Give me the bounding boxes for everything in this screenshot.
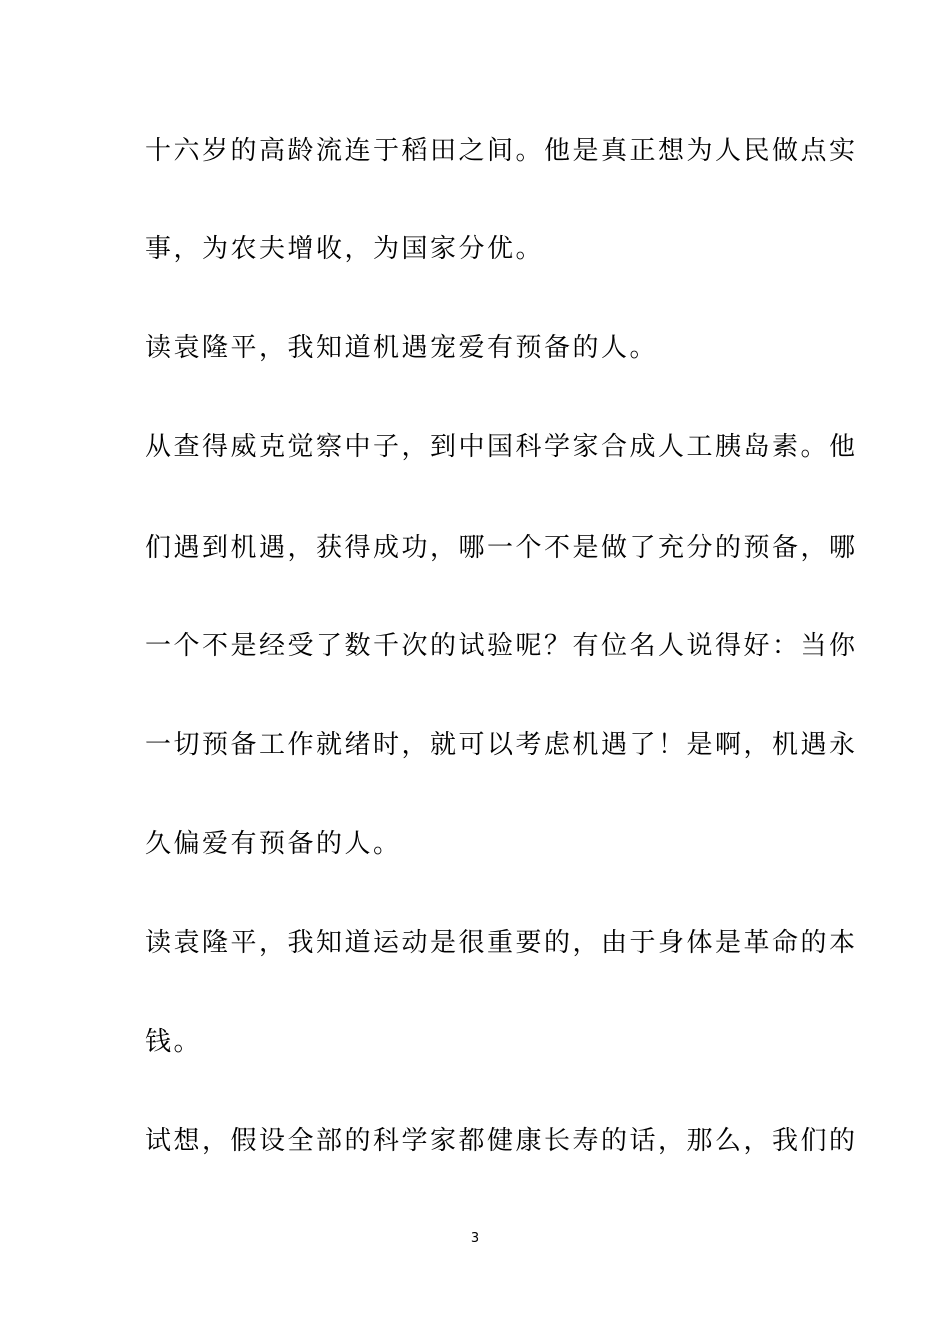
text-line-11: 试想，假设全部的科学家都健康长寿的话，那么，我们的	[145, 1126, 858, 1156]
text-line-9: 读袁隆平，我知道运动是很重要的，由于身体是革命的本	[145, 928, 858, 958]
text-line-8: 久偏爱有预备的人。	[145, 829, 402, 859]
text-line-6: 一个不是经受了数千次的试验呢？有位名人说得好：当你	[145, 631, 858, 661]
text-line-3: 读袁隆平，我知道机遇宠爱有预备的人。	[145, 333, 659, 363]
text-line-2: 事，为农夫增收，为国家分优。	[145, 234, 545, 264]
text-line-10: 钱。	[145, 1027, 203, 1057]
text-line-1: 十六岁的高龄流连于稻田之间。他是真正想为人民做点实	[145, 136, 858, 166]
text-line-4: 从查得威克觉察中子，到中国科学家合成人工胰岛素。他	[145, 432, 858, 462]
page-number: 3	[470, 1231, 480, 1246]
text-line-5: 们遇到机遇，获得成功，哪一个不是做了充分的预备，哪	[145, 533, 858, 563]
text-line-7: 一切预备工作就绪时，就可以考虑机遇了！是啊，机遇永	[145, 730, 858, 760]
